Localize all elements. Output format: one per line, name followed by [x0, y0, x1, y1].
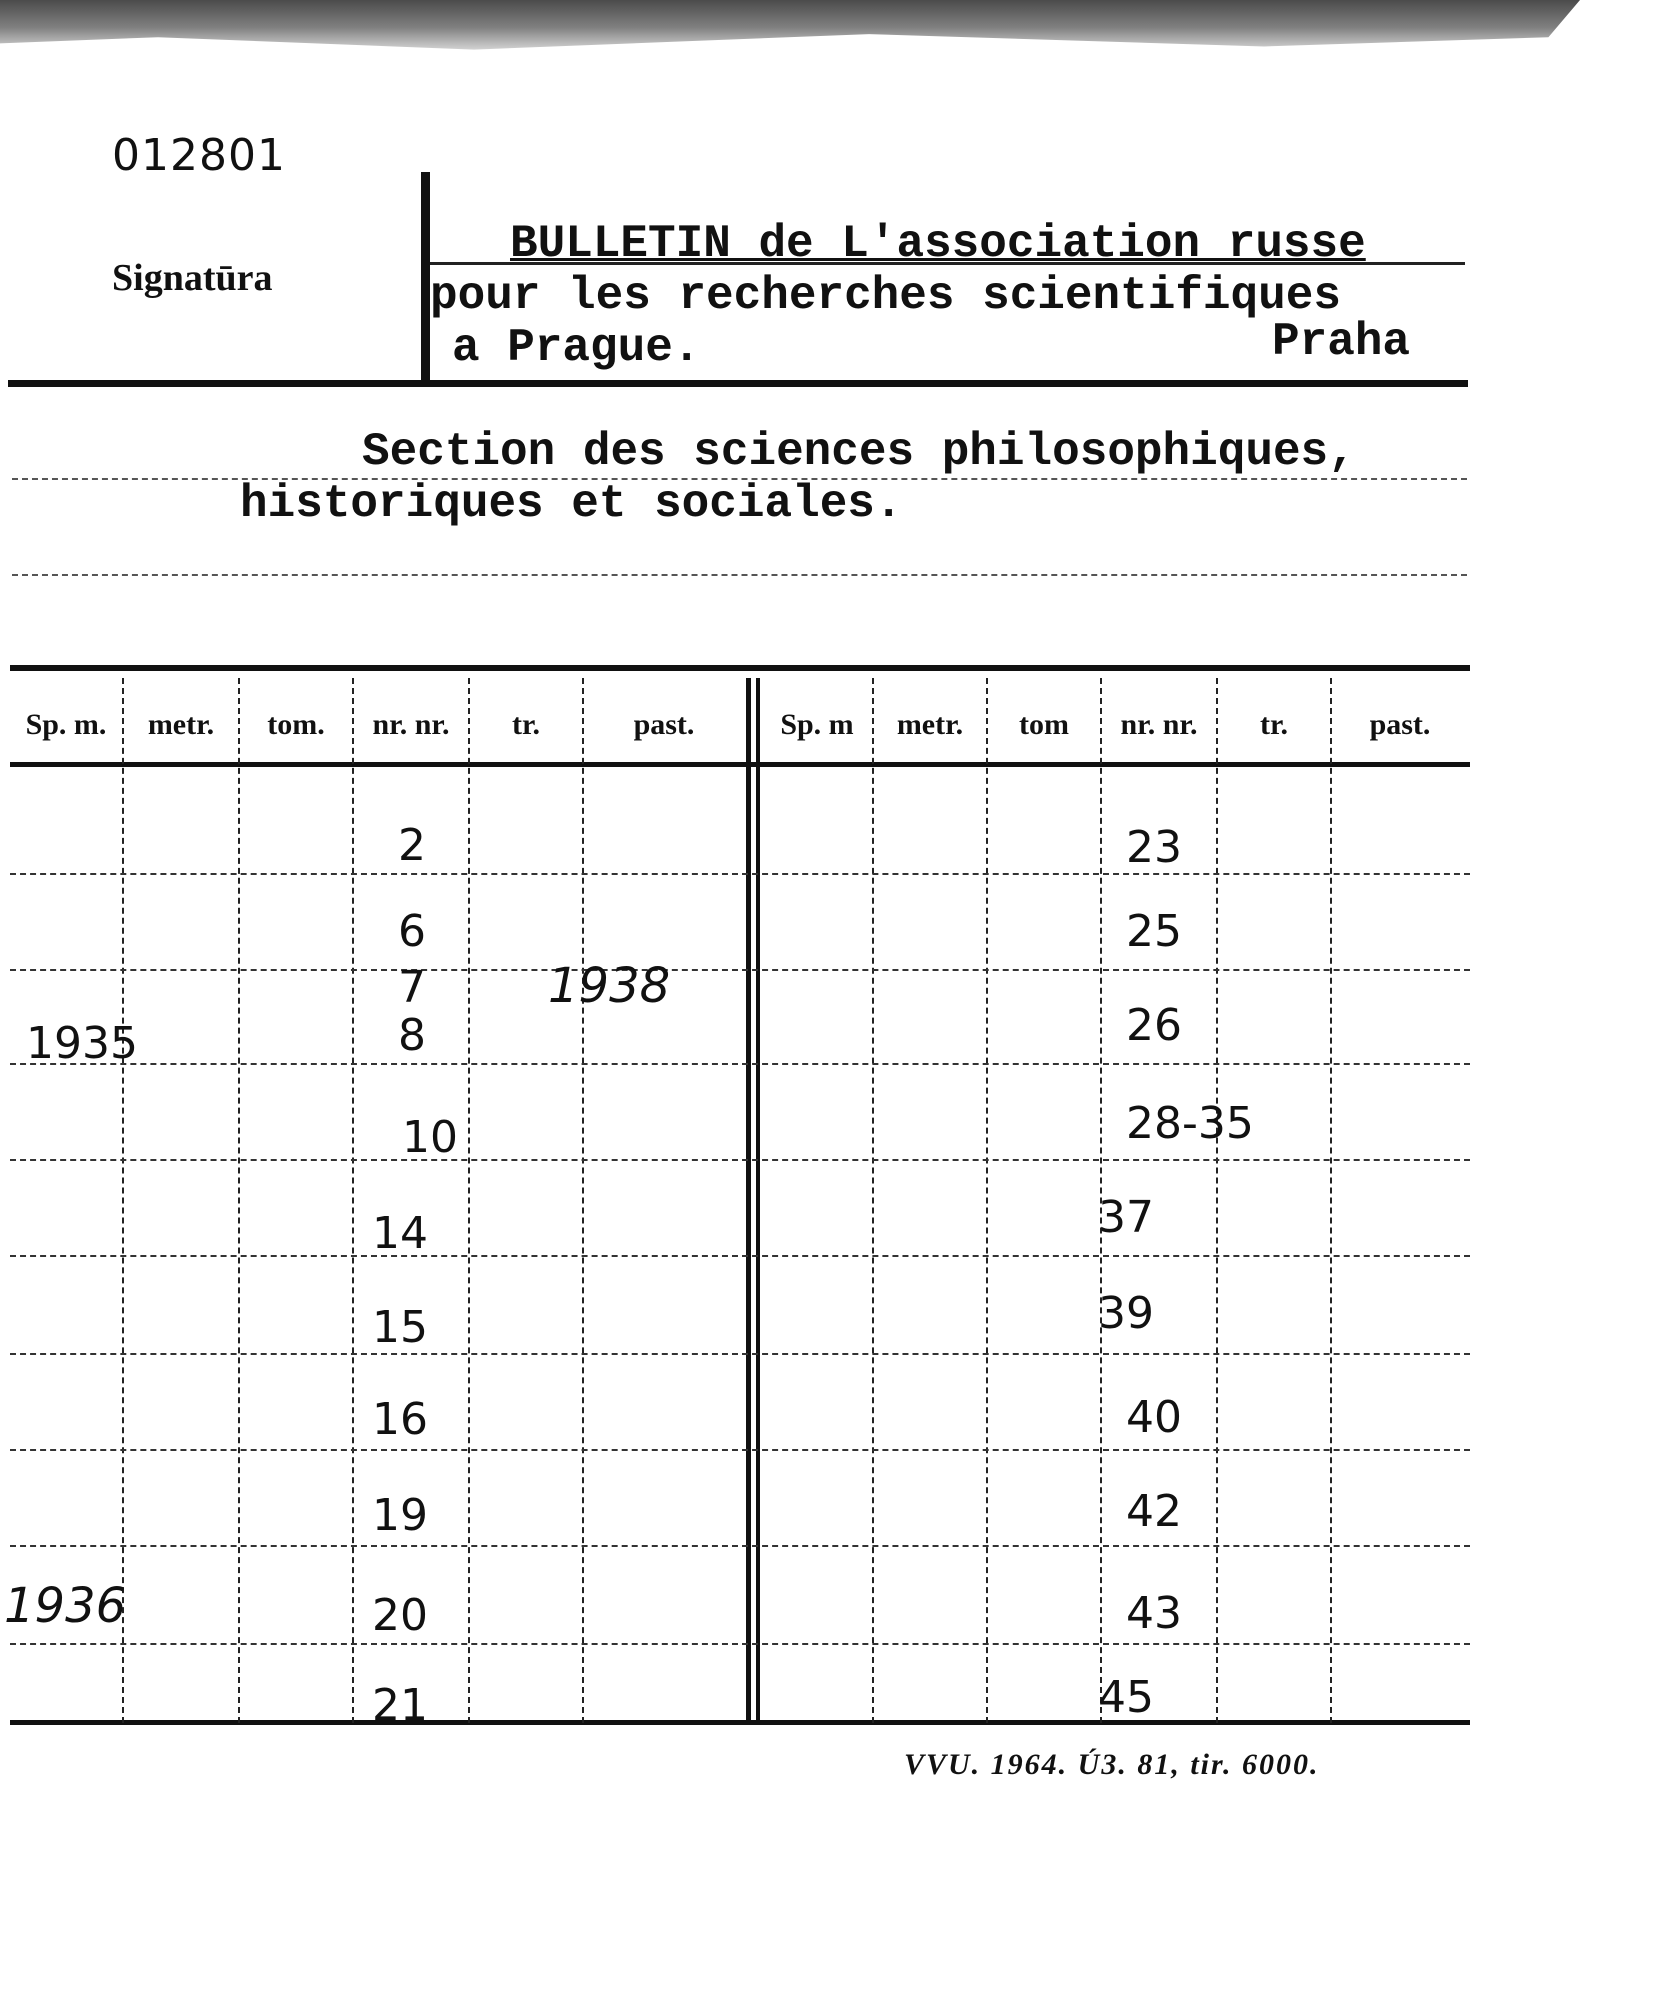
issue-number: 15 [372, 1302, 428, 1353]
header-tr-right: tr. [1259, 708, 1289, 741]
issue-number: 28-35 [1126, 1098, 1254, 1149]
scan-edge-smudge [0, 0, 1580, 62]
year-annotation-handwritten: 1936 [4, 1578, 127, 1634]
section-line-1: Section des sciences philosophiques, [362, 426, 1356, 478]
issue-number: 40 [1126, 1392, 1182, 1443]
issue-number: 25 [1126, 906, 1182, 957]
issue-number: 6 [398, 906, 426, 957]
catalog-number: 012801 [112, 130, 286, 181]
row-rule [10, 1545, 1470, 1547]
grid-header-rule [10, 762, 1470, 767]
col-divider [352, 678, 354, 1723]
issue-number: 43 [1126, 1588, 1182, 1639]
header-sp-m-right: Sp. m [780, 708, 854, 741]
header-metr-left: metr. [147, 708, 215, 741]
header-vertical-rule [421, 172, 430, 382]
title-line-3: a Prague. [452, 322, 701, 374]
place-name: Praha [1272, 316, 1411, 368]
col-divider [582, 678, 584, 1723]
header-sp-m-left: Sp. m. [25, 708, 107, 741]
issue-number: 8 [398, 1010, 426, 1061]
grid-top-rule [10, 665, 1470, 671]
grid-bottom-rule [10, 1720, 1470, 1725]
header-bottom-rule [8, 380, 1468, 387]
issue-number: 2 [398, 820, 426, 871]
header-tom-left: tom. [267, 708, 325, 741]
col-divider [238, 678, 240, 1723]
row-rule [10, 1159, 1470, 1161]
issue-number: 20 [372, 1590, 428, 1641]
row-rule [10, 1643, 1470, 1645]
issue-number: 39 [1098, 1288, 1154, 1339]
row-rule [10, 1353, 1470, 1355]
issue-number: 21 [372, 1680, 428, 1731]
issue-number: 7 [398, 962, 426, 1013]
issue-number: 19 [372, 1490, 428, 1541]
header-nrnr-right: nr. nr. [1120, 708, 1198, 741]
header-past-right: past. [1369, 708, 1431, 741]
header-tom-right: tom [1019, 708, 1069, 741]
header-metr-right: metr. [896, 708, 964, 741]
row-rule [10, 1255, 1470, 1257]
row-rule [10, 873, 1470, 875]
issue-number: 42 [1126, 1486, 1182, 1537]
issue-number: 23 [1126, 822, 1182, 873]
issue-number: 45 [1098, 1672, 1154, 1723]
issue-number: 16 [372, 1394, 428, 1445]
header-tr-left: tr. [511, 708, 541, 741]
year-annotation: 1935 [26, 1018, 138, 1069]
row-rule [10, 1063, 1470, 1065]
row-rule [10, 1449, 1470, 1451]
col-divider [468, 678, 470, 1723]
issue-number: 26 [1126, 1000, 1182, 1051]
year-annotation-handwritten: 1938 [548, 958, 671, 1014]
section-rule-2 [12, 574, 1467, 576]
title-line-1: BULLETIN de L'association russe [510, 218, 1366, 270]
print-run-note: VVU. 1964. Ú3. 81, tir. 6000. [904, 1748, 1320, 1781]
grid-center-divider [746, 678, 760, 1723]
signature-label: Signatūra [112, 257, 273, 299]
header-nrnr-left: nr. nr. [372, 708, 450, 741]
issue-number: 14 [372, 1208, 428, 1259]
header-past-left: past. [633, 708, 695, 741]
col-divider [872, 678, 874, 1723]
col-divider [122, 678, 124, 1723]
section-line-2: historiques et sociales. [240, 478, 903, 530]
title-line-2: pour les recherches scientifiques [430, 270, 1341, 322]
issue-number: 37 [1098, 1192, 1154, 1243]
issue-number: 10 [402, 1112, 458, 1163]
col-divider [1216, 678, 1218, 1723]
col-divider [1330, 678, 1332, 1723]
col-divider [986, 678, 988, 1723]
row-rule [10, 969, 1470, 971]
